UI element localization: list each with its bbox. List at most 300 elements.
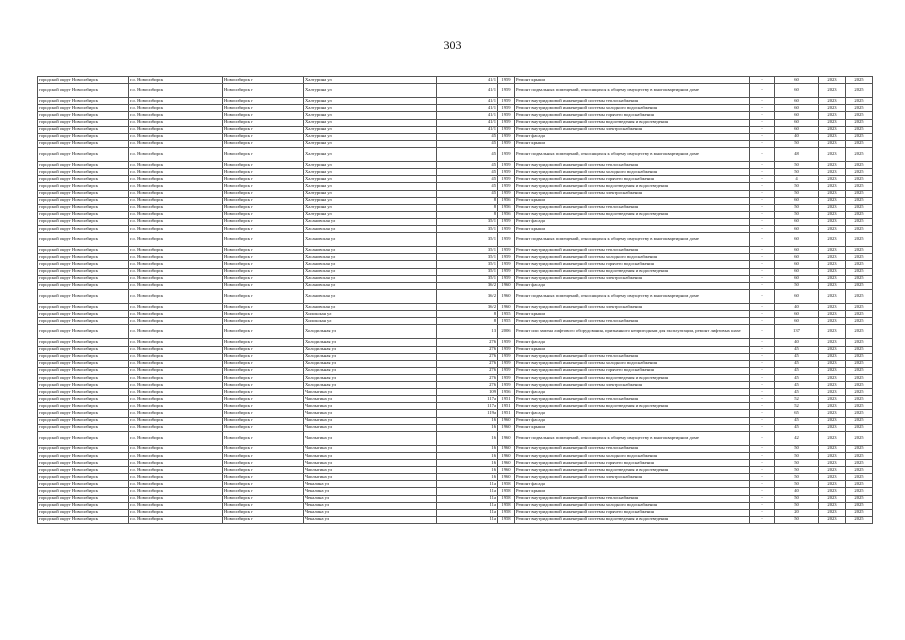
settlement-cell: Новосибирск г [223, 289, 304, 303]
fund-cell: - [750, 417, 775, 424]
table-row [38, 509, 873, 516]
work-type-cell: Ремонт внутридомовой инженерной системы теплоснабжения [515, 162, 750, 169]
district-cell: городской округ Новосибирск [38, 162, 129, 169]
house-number-cell: 117а [437, 403, 498, 410]
fund-cell: - [750, 374, 775, 381]
house-number-cell: 45 [437, 133, 498, 140]
municipality-cell: г.о. Новосибирск [129, 474, 223, 481]
municipality-cell: г.о. Новосибирск [129, 204, 223, 211]
settlement-cell: Новосибирск г [223, 495, 304, 502]
district-cell: городской округ Новосибирск [38, 353, 129, 360]
cost-cell: 65 [775, 410, 819, 417]
build-year-cell: 1958 [498, 509, 515, 516]
street-cell: Халтурина ул [304, 147, 437, 161]
municipality-cell: г.о. Новосибирск [129, 225, 223, 232]
cost-cell: 60 [775, 197, 819, 204]
cost-cell: 48 [775, 147, 819, 161]
street-cell: Чекалина ул [304, 516, 437, 523]
house-number-cell: 276 [437, 346, 498, 353]
district-cell: городской округ Новосибирск [38, 431, 129, 445]
house-number-cell: 16 [437, 424, 498, 431]
build-year-cell: 1959 [498, 247, 515, 254]
end-year-cell: 2025 [846, 204, 873, 211]
start-year-cell: 2023 [819, 162, 846, 169]
fund-cell: - [750, 410, 775, 417]
cost-cell: 50 [775, 204, 819, 211]
street-cell: Хилокская ул [304, 318, 437, 325]
work-type-cell: Ремонт внутридомовой инженерной системы водоотведения и водоотведения [515, 268, 750, 275]
build-year-cell: 1960 [498, 467, 515, 474]
house-number-cell: 11а [437, 502, 498, 509]
table-row [38, 374, 873, 381]
build-year-cell: 1959 [498, 275, 515, 282]
house-number-cell: 13 [437, 325, 498, 339]
district-cell: городской округ Новосибирск [38, 169, 129, 176]
municipality-cell: г.о. Новосибирск [129, 247, 223, 254]
work-type-cell: Ремонт внутридомовой инженерной системы горячего водоснабжения [515, 509, 750, 516]
house-number-cell: 119а [437, 410, 498, 417]
municipality-cell: г.о. Новосибирск [129, 311, 223, 318]
table-row [38, 162, 873, 169]
work-type-cell: Ремонт внутридомовой инженерной системы теплоснабжения [515, 495, 750, 502]
district-cell: городской округ Новосибирск [38, 417, 129, 424]
start-year-cell: 2023 [819, 112, 846, 119]
end-year-cell: 2025 [846, 133, 873, 140]
start-year-cell: 2023 [819, 339, 846, 346]
start-year-cell: 2023 [819, 140, 846, 147]
settlement-cell: Новосибирск г [223, 374, 304, 381]
table-row [38, 481, 873, 488]
work-type-cell: Ремонт фасада [515, 417, 750, 424]
cost-cell: 50 [775, 183, 819, 190]
work-type-cell: Ремонт внутридомовой инженерной системы теплоснабжения [515, 204, 750, 211]
street-cell: Чаплыгина ул [304, 410, 437, 417]
cost-cell: 50 [775, 474, 819, 481]
municipality-cell: г.о. Новосибирск [129, 254, 223, 261]
house-number-cell: 45 [437, 169, 498, 176]
fund-cell: - [750, 424, 775, 431]
fund-cell: - [750, 233, 775, 247]
end-year-cell: 2025 [846, 126, 873, 133]
district-cell: городской округ Новосибирск [38, 112, 129, 119]
work-type-cell: Ремонт крыши [515, 346, 750, 353]
house-number-cell: 35/1 [437, 268, 498, 275]
settlement-cell: Новосибирск г [223, 410, 304, 417]
start-year-cell: 2023 [819, 460, 846, 467]
street-cell: Халтурина ул [304, 183, 437, 190]
district-cell: городской округ Новосибирск [38, 233, 129, 247]
cost-cell: 60 [775, 112, 819, 119]
table-row [38, 396, 873, 403]
end-year-cell: 2025 [846, 218, 873, 225]
start-year-cell: 2023 [819, 417, 846, 424]
start-year-cell: 2023 [819, 289, 846, 303]
start-year-cell: 2023 [819, 467, 846, 474]
district-cell: городской округ Новосибирск [38, 516, 129, 523]
fund-cell: - [750, 84, 775, 98]
table-row [38, 98, 873, 105]
start-year-cell: 2023 [819, 282, 846, 289]
settlement-cell: Новосибирск г [223, 360, 304, 367]
settlement-cell: Новосибирск г [223, 502, 304, 509]
fund-cell: - [750, 495, 775, 502]
start-year-cell: 2023 [819, 452, 846, 459]
house-number-cell: 276 [437, 339, 498, 346]
street-cell: Холодильная ул [304, 367, 437, 374]
fund-cell: - [750, 112, 775, 119]
end-year-cell: 2025 [846, 403, 873, 410]
street-cell: Халтурина ул [304, 126, 437, 133]
end-year-cell: 2025 [846, 502, 873, 509]
work-type-cell: Ремонт внутридомовой инженерной системы водоотведения и водоотведения [515, 211, 750, 218]
cost-cell: 60 [775, 275, 819, 282]
start-year-cell: 2023 [819, 403, 846, 410]
fund-cell: - [750, 488, 775, 495]
cost-cell: 60 [775, 119, 819, 126]
work-type-cell: Ремонт подвальных помещений, относящихся к общему имуществу в многоквартирном доме [515, 431, 750, 445]
street-cell: Халтурина ул [304, 204, 437, 211]
end-year-cell: 2025 [846, 367, 873, 374]
start-year-cell: 2023 [819, 509, 846, 516]
settlement-cell: Новосибирск г [223, 460, 304, 467]
district-cell: городской округ Новосибирск [38, 304, 129, 311]
table-row [38, 304, 873, 311]
house-number-cell: 11а [437, 516, 498, 523]
end-year-cell: 2025 [846, 488, 873, 495]
house-number-cell: 16 [437, 467, 498, 474]
settlement-cell: Новосибирск г [223, 509, 304, 516]
fund-cell: - [750, 403, 775, 410]
settlement-cell: Новосибирск г [223, 233, 304, 247]
end-year-cell: 2025 [846, 424, 873, 431]
work-type-cell: Ремонт подвальных помещений, относящихся к общему имуществу в многоквартирном доме [515, 147, 750, 161]
house-number-cell: 8 [437, 318, 498, 325]
table-row [38, 204, 873, 211]
district-cell: городской округ Новосибирск [38, 183, 129, 190]
settlement-cell: Новосибирск г [223, 147, 304, 161]
street-cell: Халтурина ул [304, 197, 437, 204]
cost-cell: 50 [775, 169, 819, 176]
cost-cell: 20 [775, 509, 819, 516]
cost-cell: 60 [775, 247, 819, 254]
end-year-cell: 2025 [846, 211, 873, 218]
settlement-cell: Новосибирск г [223, 488, 304, 495]
fund-cell: - [750, 353, 775, 360]
end-year-cell: 2025 [846, 140, 873, 147]
district-cell: городской округ Новосибирск [38, 105, 129, 112]
table-row [38, 233, 873, 247]
table-row [38, 133, 873, 140]
district-cell: городской округ Новосибирск [38, 460, 129, 467]
district-cell: городской округ Новосибирск [38, 339, 129, 346]
street-cell: Чаплыгина ул [304, 424, 437, 431]
settlement-cell: Новосибирск г [223, 367, 304, 374]
municipality-cell: г.о. Новосибирск [129, 84, 223, 98]
district-cell: городской округ Новосибирск [38, 396, 129, 403]
municipality-cell: г.о. Новосибирск [129, 389, 223, 396]
table-row [38, 140, 873, 147]
start-year-cell: 2023 [819, 516, 846, 523]
settlement-cell: Новосибирск г [223, 247, 304, 254]
street-cell: Халтурина ул [304, 140, 437, 147]
street-cell: Хасановская ул [304, 304, 437, 311]
build-year-cell: 1959 [498, 233, 515, 247]
district-cell: городской округ Новосибирск [38, 140, 129, 147]
work-type-cell: Ремонт внутридомовой инженерной системы горячего водоснабжения [515, 367, 750, 374]
work-type-cell: Ремонт внутридомовой инженерной системы теплоснабжения [515, 247, 750, 254]
settlement-cell: Новосибирск г [223, 304, 304, 311]
start-year-cell: 2023 [819, 218, 846, 225]
table-row [38, 211, 873, 218]
table-row [38, 424, 873, 431]
work-type-cell: Ремонт подвальных помещений, относящихся к общему имуществу в многоквартирном доме [515, 289, 750, 303]
municipality-cell: г.о. Новосибирск [129, 467, 223, 474]
build-year-cell: 1951 [498, 403, 515, 410]
build-year-cell: 1959 [498, 190, 515, 197]
district-cell: городской округ Новосибирск [38, 197, 129, 204]
table-row [38, 190, 873, 197]
cost-cell: 52 [775, 403, 819, 410]
district-cell: городской округ Новосибирск [38, 509, 129, 516]
municipality-cell: г.о. Новосибирск [129, 460, 223, 467]
district-cell: городской округ Новосибирск [38, 282, 129, 289]
fund-cell: - [750, 190, 775, 197]
cost-cell: 4 [775, 176, 819, 183]
district-cell: городской округ Новосибирск [38, 211, 129, 218]
street-cell: Холодильная ул [304, 346, 437, 353]
table-row [38, 495, 873, 502]
build-year-cell: 1951 [498, 410, 515, 417]
end-year-cell: 2025 [846, 147, 873, 161]
settlement-cell: Новосибирск г [223, 275, 304, 282]
fund-cell: - [750, 204, 775, 211]
work-type-cell: Ремонт фасада [515, 389, 750, 396]
end-year-cell: 2025 [846, 389, 873, 396]
work-type-cell: Ремонт внутридомовой инженерной системы холодного водоснабжения [515, 254, 750, 261]
build-year-cell: 1960 [498, 304, 515, 311]
start-year-cell: 2023 [819, 396, 846, 403]
house-number-cell: 45 [437, 190, 498, 197]
fund-cell: - [750, 169, 775, 176]
settlement-cell: Новосибирск г [223, 204, 304, 211]
work-type-cell: Ремонт внутридомовой инженерной системы горячего водоснабжения [515, 460, 750, 467]
house-number-cell: 16 [437, 417, 498, 424]
cost-cell: 40 [775, 488, 819, 495]
cost-cell: 60 [775, 98, 819, 105]
build-year-cell: 1959 [498, 133, 515, 140]
district-cell: городской округ Новосибирск [38, 98, 129, 105]
work-type-cell: Ремонт внутридомовой инженерной системы холодного водоснабжения [515, 105, 750, 112]
street-cell: Чаплыгина ул [304, 396, 437, 403]
work-type-cell: Ремонт внутридомовой инженерной системы электроснабжения [515, 304, 750, 311]
street-cell: Хасановская ул [304, 254, 437, 261]
work-type-cell: Ремонт внутридомовой инженерной системы горячего водоснабжения [515, 176, 750, 183]
start-year-cell: 2023 [819, 445, 846, 452]
house-number-cell: 11а [437, 481, 498, 488]
work-type-cell: Ремонт внутридомовой инженерной системы электроснабжения [515, 382, 750, 389]
start-year-cell: 2023 [819, 176, 846, 183]
cost-cell: 60 [775, 261, 819, 268]
municipality-cell: г.о. Новосибирск [129, 197, 223, 204]
work-type-cell: Ремонт внутридомовой инженерной системы водоотведения и водоотведения [515, 119, 750, 126]
start-year-cell: 2023 [819, 410, 846, 417]
cost-cell: 50 [775, 211, 819, 218]
work-type-cell: Ремонт крыши [515, 488, 750, 495]
cost-cell: 45 [775, 367, 819, 374]
build-year-cell: 1955 [498, 311, 515, 318]
start-year-cell: 2023 [819, 318, 846, 325]
settlement-cell: Новосибирск г [223, 183, 304, 190]
fund-cell: - [750, 474, 775, 481]
settlement-cell: Новосибирск г [223, 417, 304, 424]
fund-cell: - [750, 502, 775, 509]
municipality-cell: г.о. Новосибирск [129, 169, 223, 176]
district-cell: городской округ Новосибирск [38, 147, 129, 161]
end-year-cell: 2025 [846, 396, 873, 403]
cost-cell: 50 [775, 162, 819, 169]
municipality-cell: г.о. Новосибирск [129, 403, 223, 410]
end-year-cell: 2025 [846, 197, 873, 204]
municipality-cell: г.о. Новосибирск [129, 133, 223, 140]
house-number-cell: 276 [437, 367, 498, 374]
street-cell: Чекалина ул [304, 495, 437, 502]
work-type-cell: Ремонт подвальных помещений, относящихся к общему имуществу в многоквартирном доме [515, 84, 750, 98]
start-year-cell: 2023 [819, 169, 846, 176]
street-cell: Чекалина ул [304, 488, 437, 495]
district-cell: городской округ Новосибирск [38, 133, 129, 140]
work-type-cell: Ремонт фасада [515, 481, 750, 488]
district-cell: городской округ Новосибирск [38, 502, 129, 509]
end-year-cell: 2025 [846, 353, 873, 360]
end-year-cell: 2025 [846, 410, 873, 417]
table-row [38, 105, 873, 112]
start-year-cell: 2023 [819, 424, 846, 431]
settlement-cell: Новосибирск г [223, 325, 304, 339]
cost-cell: 50 [775, 460, 819, 467]
table-row [38, 289, 873, 303]
work-type-cell: Ремонт подвальных помещений, относящихся к общему имуществу в многоквартирном доме [515, 233, 750, 247]
house-number-cell: 117а [437, 396, 498, 403]
end-year-cell: 2025 [846, 105, 873, 112]
start-year-cell: 2023 [819, 502, 846, 509]
start-year-cell: 2023 [819, 311, 846, 318]
municipality-cell: г.о. Новосибирск [129, 176, 223, 183]
build-year-cell: 1960 [498, 417, 515, 424]
fund-cell: - [750, 452, 775, 459]
build-year-cell: 1959 [498, 105, 515, 112]
start-year-cell: 2023 [819, 133, 846, 140]
settlement-cell: Новосибирск г [223, 133, 304, 140]
table-row [38, 367, 873, 374]
table-row [38, 225, 873, 232]
settlement-cell: Новосибирск г [223, 119, 304, 126]
district-cell: городской округ Новосибирск [38, 126, 129, 133]
build-year-cell: 1958 [498, 481, 515, 488]
start-year-cell: 2023 [819, 105, 846, 112]
fund-cell: - [750, 176, 775, 183]
cost-cell: 60 [775, 318, 819, 325]
house-number-cell: 35/1 [437, 275, 498, 282]
district-cell: городской округ Новосибирск [38, 254, 129, 261]
settlement-cell: Новосибирск г [223, 218, 304, 225]
settlement-cell: Новосибирск г [223, 431, 304, 445]
end-year-cell: 2025 [846, 509, 873, 516]
municipality-cell: г.о. Новосибирск [129, 516, 223, 523]
table-row [38, 403, 873, 410]
district-cell: городской округ Новосибирск [38, 389, 129, 396]
table-row [38, 254, 873, 261]
municipality-cell: г.о. Новосибирск [129, 98, 223, 105]
cost-cell: 60 [775, 254, 819, 261]
build-year-cell: 1960 [498, 289, 515, 303]
cost-cell: 45 [775, 417, 819, 424]
table-row [38, 84, 873, 98]
table-row [38, 488, 873, 495]
house-number-cell: 45 [437, 147, 498, 161]
fund-cell: - [750, 147, 775, 161]
house-number-cell: 35/1 [437, 261, 498, 268]
work-type-cell: Ремонт внутридомовой инженерной системы электроснабжения [515, 474, 750, 481]
street-cell: Хасановская ул [304, 268, 437, 275]
district-cell: городской округ Новосибирск [38, 424, 129, 431]
end-year-cell: 2025 [846, 382, 873, 389]
settlement-cell: Новосибирск г [223, 353, 304, 360]
work-type-cell: Ремонт крыши [515, 140, 750, 147]
table-row [38, 247, 873, 254]
municipality-cell: г.о. Новосибирск [129, 218, 223, 225]
house-number-cell: 16 [437, 452, 498, 459]
settlement-cell: Новосибирск г [223, 467, 304, 474]
house-number-cell: 45 [437, 176, 498, 183]
street-cell: Чаплыгина ул [304, 474, 437, 481]
table-row [38, 318, 873, 325]
municipality-cell: г.о. Новосибирск [129, 353, 223, 360]
fund-cell: - [750, 98, 775, 105]
table-row [38, 126, 873, 133]
municipality-cell: г.о. Новосибирск [129, 147, 223, 161]
settlement-cell: Новосибирск г [223, 424, 304, 431]
district-cell: городской округ Новосибирск [38, 495, 129, 502]
end-year-cell: 2025 [846, 481, 873, 488]
start-year-cell: 2023 [819, 211, 846, 218]
street-cell: Чаплыгина ул [304, 445, 437, 452]
municipality-cell: г.о. Новосибирск [129, 417, 223, 424]
street-cell: Хасановская ул [304, 261, 437, 268]
end-year-cell: 2025 [846, 417, 873, 424]
fund-cell: - [750, 339, 775, 346]
end-year-cell: 2025 [846, 346, 873, 353]
end-year-cell: 2025 [846, 169, 873, 176]
fund-cell: - [750, 126, 775, 133]
settlement-cell: Новосибирск г [223, 84, 304, 98]
district-cell: городской округ Новосибирск [38, 382, 129, 389]
work-type-cell: Ремонт или замена лифтового оборудования, признанного непригодным для эксплуатации, ремонт лифтовых шахт [515, 325, 750, 339]
house-number-cell: 276 [437, 382, 498, 389]
street-cell: Халтурина ул [304, 112, 437, 119]
table-row [38, 112, 873, 119]
start-year-cell: 2023 [819, 147, 846, 161]
municipality-cell: г.о. Новосибирск [129, 304, 223, 311]
street-cell: Чаплыгина ул [304, 467, 437, 474]
table-row [38, 502, 873, 509]
build-year-cell: 1959 [498, 353, 515, 360]
house-number-cell: 8 [437, 204, 498, 211]
start-year-cell: 2023 [819, 119, 846, 126]
start-year-cell: 2023 [819, 77, 846, 84]
work-type-cell: Ремонт внутридомовой инженерной системы водоотведения и водоотведения [515, 467, 750, 474]
settlement-cell: Новосибирск г [223, 176, 304, 183]
start-year-cell: 2023 [819, 367, 846, 374]
